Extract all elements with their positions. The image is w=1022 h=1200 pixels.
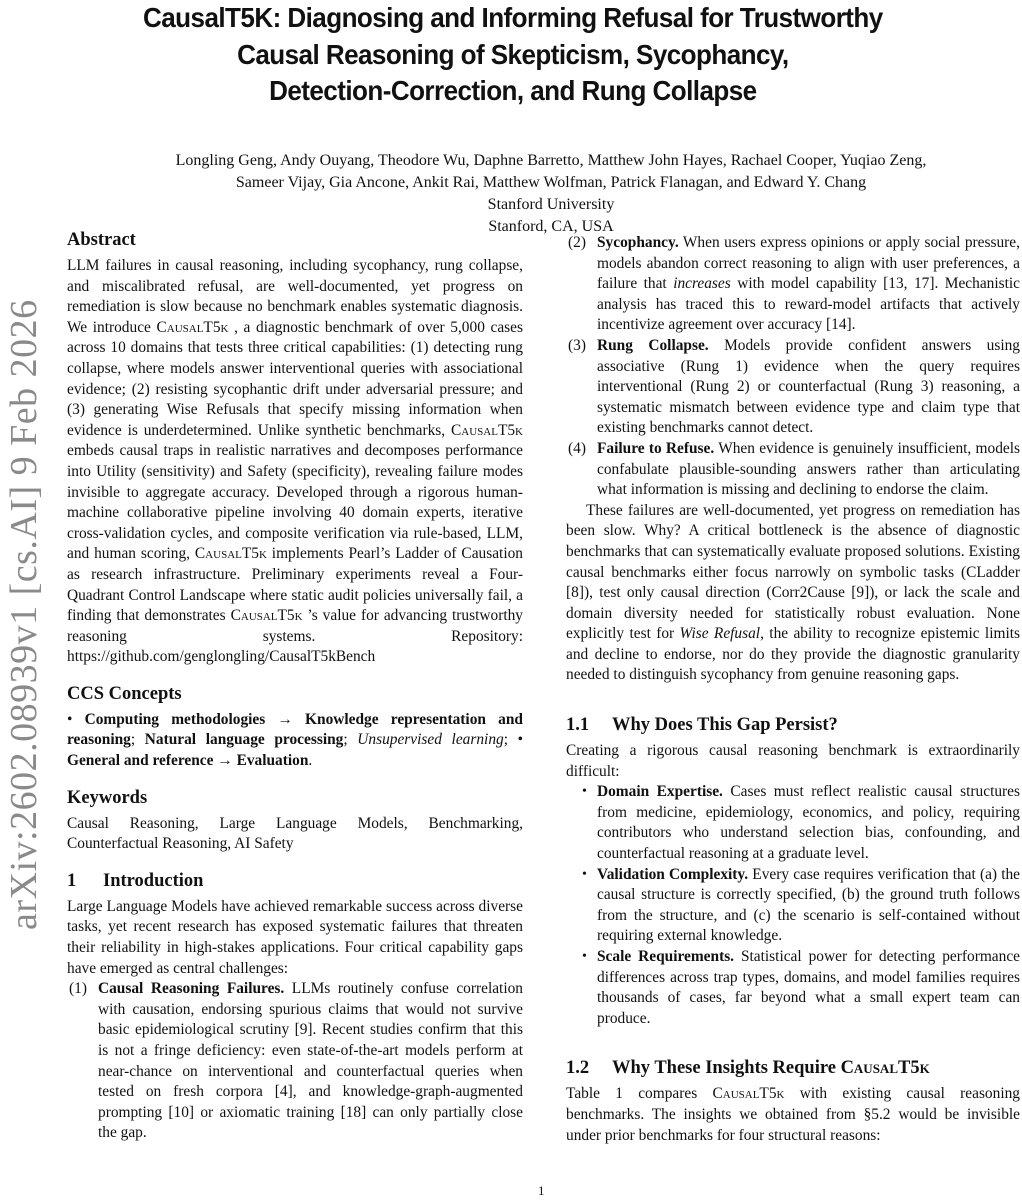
enum-item-4: [566, 439, 1020, 501]
enum-item-3: [566, 336, 1020, 439]
bullet-label: Validation Complexity.: [597, 865, 749, 883]
location: Stanford, CA, USA: [488, 218, 614, 235]
bullet-item-domain-expertise: [566, 782, 1020, 864]
ccs-heading: CCS Concepts: [67, 683, 182, 704]
section-title: Why Does This Gap Persist?: [612, 715, 838, 736]
bullet: •: [67, 710, 73, 728]
enum-item-2: [566, 233, 1020, 336]
section-1-heading: [67, 869, 523, 893]
section-title: Introduction: [103, 870, 204, 891]
abstract-part: embeds causal traps in realistic narratives and decomposes performance into Utility (sensitivity) and Safety (specificity), revealing failure modes invisible to aggregate accuracy. Developed through a rigorous human-machine collaborative pipeline involving 40 domain experts, iterative cross-validation cycles, and composite verification via rule-based, LLM, and human scoring,: [67, 442, 523, 563]
paragraph-part: Table 1 compares: [566, 1085, 713, 1103]
bullet-text: Every case requires verification that (a) the causal structure is correctly specified, (b) the ground truth follows from the structure, and (c) the scenario is self-contained without requiring external knowledge.: [597, 865, 1020, 945]
bullet-item-validation-complexity: [566, 865, 1020, 947]
abstract-part: LLM failures in causal reasoning, including sycophancy, rung collapse, and miscalibrated refusal, are well-documented, yet progress on remediation is slow because no benchmark enables systematic diagnosis. We introduce: [67, 257, 523, 336]
enum-marker: (2): [568, 234, 586, 251]
section-1-1-intro: Creating a rigorous causal reasoning benchmark is extraordinarily difficult:: [566, 742, 1020, 780]
enum-text: When users express opinions or apply social pressure, models abandon correct reasoning to align with user preferences, a failure that: [597, 234, 1020, 293]
separator: ;: [130, 731, 145, 749]
benchmark-name: CausalT5k: [156, 318, 229, 336]
bullet-icon: •: [582, 784, 587, 800]
section-1-2-paragraph: [566, 1084, 1020, 1146]
arrow-icon: →: [277, 710, 293, 728]
bullet-icon: •: [582, 866, 587, 882]
intro-paragraph-1: Large Language Models have achieved remarkable success across diverse tasks, yet recent research has exposed systematic failures that threaten their reliability in high-stakes applications. Four critical capability gaps have emerged as central challenges:: [67, 897, 523, 977]
enum-text: LLMs routinely confuse correlation with causation, endorsing spurious claims that would not survive basic epidemiological scrutiny [9]. Recent studies confirm that this is not a fringe deficiency: even state-of-the-art models perform at near-chance on interventional and counterfactual queries when tested on fresh corpora [4], and knowledge-graph-augmented prompting [10] or axiomatic training [18] can only partially close the gap.: [98, 980, 523, 1142]
abstract-part: , a diagnostic benchmark of over 5,000 cases across 10 domains that tests three critical capabilities: (1) detecting rung collapse, where models answer interventional queries with associational evidence; (2) resisting sycophantic drift under adversarial pressure; and (3) generating Wise Refusals that specify missing information when evidence is underdetermined. Unlike synthetic benchmarks,: [67, 318, 523, 439]
author-line-1: Longling Geng, Andy Ouyang, Theodore Wu, Daphne Barretto, Matthew John Hayes, Rachael Cooper, Yuqiao Zeng,: [175, 152, 927, 169]
author-block: [40, 150, 1022, 238]
page-number: 1: [538, 1183, 545, 1198]
ccs-concept: General and reference: [67, 752, 214, 770]
ccs-concept: Unsupervised learning: [357, 731, 504, 749]
benchmark-name: CausalT5k: [451, 421, 523, 439]
affiliation: Stanford University: [487, 196, 615, 213]
emphasis: increases: [673, 275, 731, 293]
abstract-part: ’s value for advancing trustworthy reasoning systems. Repository: https://github.com/genglongling/CausalT5kBench: [67, 607, 523, 666]
left-column: [67, 228, 523, 1144]
benchmark-name: CausalT5k: [712, 1085, 785, 1103]
benchmark-name: CausalT5k: [194, 545, 267, 563]
paragraph-part: These failures are well-documented, yet progress on remediation has been slow. Why? A critical bottleneck is the absence of diagnostic benchmarks that can systematically evaluate proposed solutions. Existing causal benchmarks either focus narrowly on symbolic tasks (CLadder [8]), test only causal direction (Corr2Cause [9]), or lack the scale and domain diversity needed for statistically robust evaluation. None explicitly test for: [566, 501, 1020, 643]
separator: ;: [343, 731, 358, 749]
bullet: •: [517, 731, 524, 749]
enum-label: Sycophancy.: [597, 234, 679, 251]
bullet-item-scale-requirements: [566, 947, 1020, 1029]
enum-label: Failure to Refuse.: [597, 439, 715, 457]
paragraph-part: , the ability to recognize epistemic limits and decline to endorse, nor do they provide the diagnostic granularity needed to distinguish sycophancy from genuine reasoning gaps.: [566, 625, 1020, 684]
arrow-icon: →: [217, 752, 233, 770]
ccs-concept: Knowledge representation and reasoning: [67, 710, 523, 749]
section-title: Why These Insights Require: [612, 1058, 841, 1079]
title-line-2: Causal Reasoning of Skepticism, Sycophancy,: [237, 38, 789, 70]
bullet-text: Cases must reflect realistic causal structures from medicine, epidemiology, economics, and policy, requiring contributors who understand selection bias, confounding, and counterfactual reasoning at a graduate level.: [597, 783, 1020, 863]
enum-marker: (3): [568, 336, 586, 354]
enum-marker: (1): [69, 980, 87, 998]
keywords-heading: Keywords: [67, 787, 148, 808]
keywords-text: Causal Reasoning, Large Language Models, Benchmarking, Counterfactual Reasoning, AI Safety: [67, 814, 523, 853]
paper-title: [6, 0, 1020, 110]
enum-text: with model capability [13, 17]. Mechanistic analysis has traced this to reward-model artifacts that actively incentivize agreement over accuracy [14].: [597, 275, 1021, 334]
ccs-concepts-text: [67, 710, 523, 772]
enum-item-1: [67, 979, 523, 1144]
title-line-1: CausalT5K: Diagnosing and Informing Refusal for Trustworthy: [143, 2, 883, 33]
paragraph-part: with existing causal reasoning benchmarks. The insights we obtained from §5.2 would be invisible under prior benchmarks for four structural reasons:: [566, 1085, 1020, 1144]
section-number: 1.1: [566, 715, 590, 736]
section-number: 1.2: [566, 1058, 590, 1079]
section-1-2-heading: [566, 1056, 1020, 1080]
abstract-heading: Abstract: [67, 230, 136, 250]
intro-paragraph-2: [566, 501, 1020, 686]
enum-label: Causal Reasoning Failures.: [98, 980, 285, 998]
enum-label: Rung Collapse.: [597, 336, 709, 354]
emphasis: Wise Refusal: [679, 625, 761, 643]
abstract-part: implements Pearl’s Ladder of Causation as research infrastructure. Preliminary experiments reveal a Four-Quadrant Control Landscape where static audit policies universally fail, a finding that demonstrates: [67, 545, 523, 625]
title-line-3: Detection-Correction, and Rung Collapse: [269, 75, 757, 106]
enum-text: Models provide confident answers using associative (Rung 1) evidence when the query requires interventional (Rung 2) or counterfactual (Rung 3) reasoning, a systematic mismatch between evidence type and claim type that existing benchmarks cannot detect.: [597, 336, 1020, 437]
enum-marker: (4): [568, 439, 586, 457]
bullet-label: Scale Requirements.: [597, 948, 735, 965]
benchmark-name: CausalT5k: [840, 1058, 930, 1079]
arxiv-identifier-stamp: arXiv:2602.08939v1 [cs.AI] 9 Feb 2026: [3, 299, 45, 930]
ccs-concept: Computing methodologies: [84, 710, 266, 728]
abstract-text: [67, 256, 523, 668]
right-column: [566, 233, 1020, 1146]
bullet-label: Domain Expertise.: [597, 783, 723, 801]
ccs-concept: Evaluation: [236, 752, 309, 770]
section-1-1-heading: [566, 713, 1020, 737]
bullet-text: Statistical power for detecting performance differences across trap types, domains, and model families requires thousands of cases, far beyond what a small expert team can produce.: [597, 948, 1020, 1027]
ccs-concept: Natural language processing: [144, 731, 344, 749]
enum-text: When evidence is genuinely insufficient, models confabulate plausible-sounding answers rather than articulating what information is missing and declining to endorse the claim.: [597, 439, 1020, 499]
section-number: 1: [67, 870, 77, 891]
bullet-icon: •: [582, 949, 587, 964]
benchmark-name: CausalT5k: [230, 607, 303, 625]
period: .: [308, 752, 313, 770]
separator: ;: [503, 731, 518, 749]
author-line-2: Sameer Vijay, Gia Ancone, Ankit Rai, Matthew Wolfman, Patrick Flanagan, and Edward Y. Chang: [235, 174, 867, 191]
